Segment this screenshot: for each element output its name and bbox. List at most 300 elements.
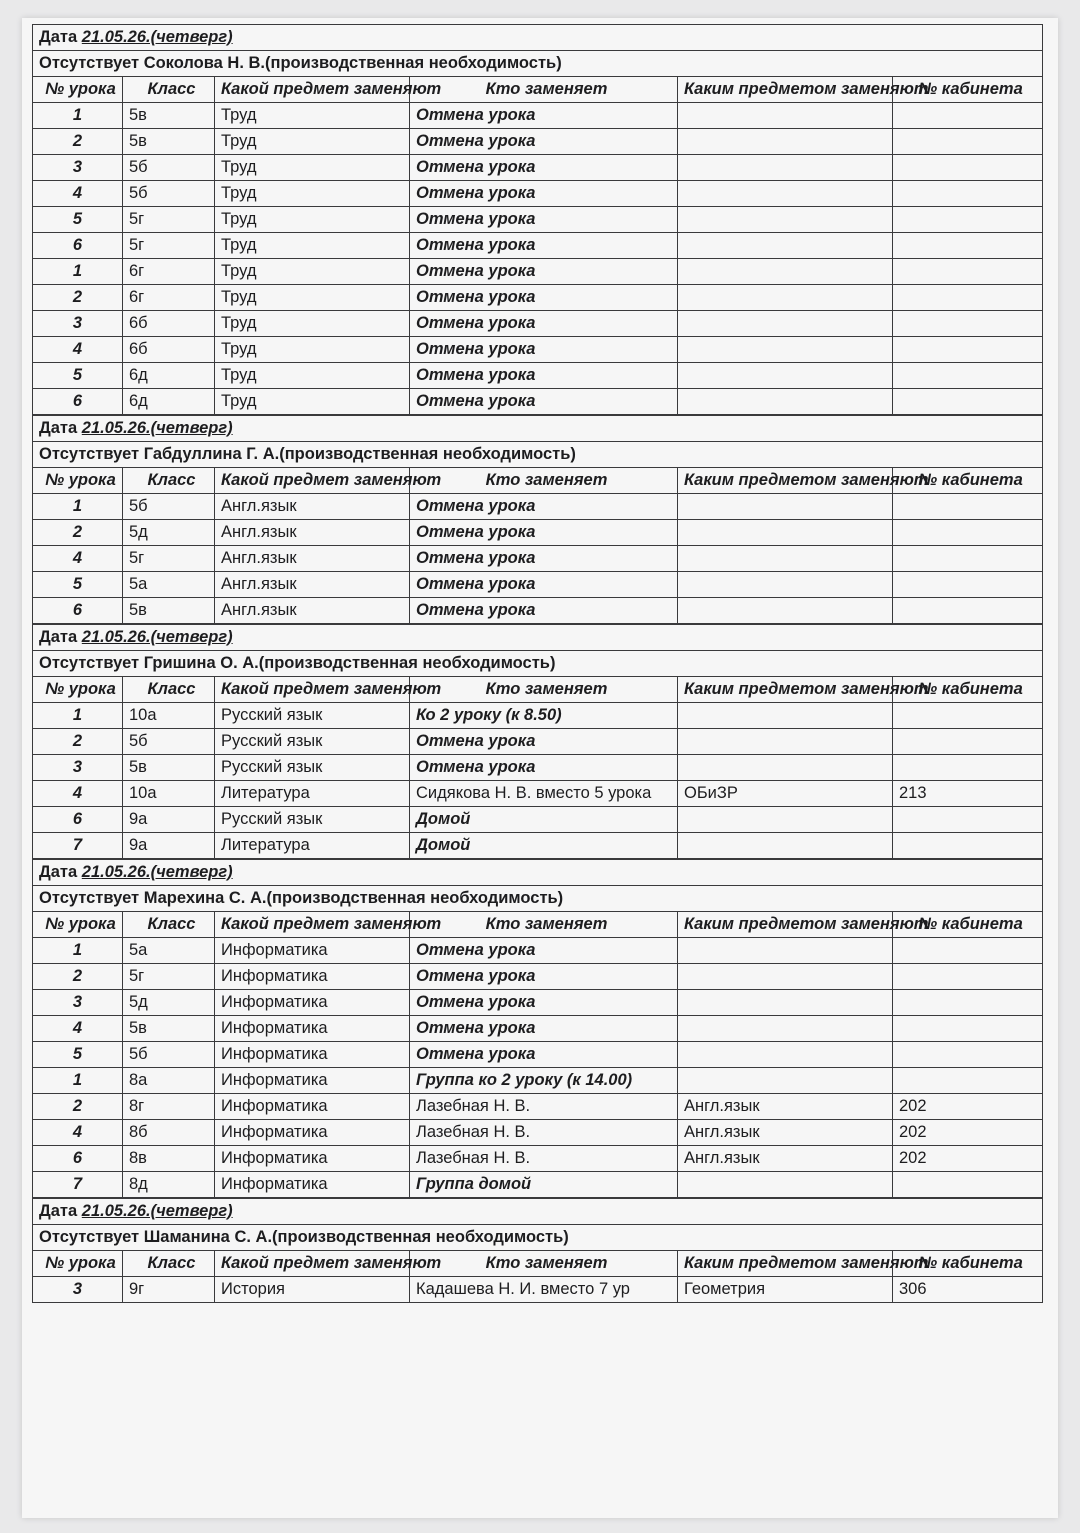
room-number bbox=[893, 285, 1043, 311]
room-number bbox=[893, 1042, 1043, 1068]
table-row bbox=[33, 285, 1043, 311]
date-cell bbox=[33, 625, 1043, 651]
class-name: 5г bbox=[123, 964, 215, 990]
class-name: 5г bbox=[123, 546, 215, 572]
table-row bbox=[33, 1146, 1043, 1172]
lesson-number: 7 bbox=[33, 833, 123, 859]
absent-teacher-row bbox=[33, 1225, 1043, 1251]
absent-teacher: Отсутствует Марехина С. А.(производственная необходимость) bbox=[33, 886, 1043, 912]
replacement-subject bbox=[678, 964, 893, 990]
class-name: 5в bbox=[123, 129, 215, 155]
date-row bbox=[33, 860, 1043, 886]
who-replaces: Ко 2 уроку (к 8.50) bbox=[410, 703, 678, 729]
who-replaces: Отмена урока bbox=[410, 181, 678, 207]
lesson-number: 4 bbox=[33, 1120, 123, 1146]
class-name: 5д bbox=[123, 520, 215, 546]
table-row bbox=[33, 494, 1043, 520]
table-row bbox=[33, 1094, 1043, 1120]
section-table bbox=[32, 1198, 1043, 1303]
table-row bbox=[33, 1120, 1043, 1146]
replacement-subject bbox=[678, 1068, 893, 1094]
header-lesson-no: № урока bbox=[33, 468, 123, 494]
subject-replaced: Труд bbox=[215, 103, 410, 129]
subject-replaced: Англ.язык bbox=[215, 572, 410, 598]
room-number bbox=[893, 807, 1043, 833]
replacement-subject bbox=[678, 755, 893, 781]
lesson-number: 5 bbox=[33, 572, 123, 598]
room-number bbox=[893, 259, 1043, 285]
who-replaces: Отмена урока bbox=[410, 155, 678, 181]
class-name: 5г bbox=[123, 207, 215, 233]
date-label: Дата bbox=[39, 28, 78, 46]
subject-replaced: Труд bbox=[215, 155, 410, 181]
table-row bbox=[33, 389, 1043, 415]
subject-replaced: Информатика bbox=[215, 964, 410, 990]
subject-replaced: Труд bbox=[215, 285, 410, 311]
paper-sheet bbox=[22, 18, 1058, 1518]
replacement-subject bbox=[678, 598, 893, 624]
absent-teacher: Отсутствует Шаманина С. А.(производственная необходимость) bbox=[33, 1225, 1043, 1251]
class-name: 8б bbox=[123, 1120, 215, 1146]
date-label: Дата bbox=[39, 419, 78, 437]
date-cell bbox=[33, 860, 1043, 886]
table-row bbox=[33, 964, 1043, 990]
who-replaces: Отмена урока bbox=[410, 363, 678, 389]
date-row bbox=[33, 25, 1043, 51]
section-table bbox=[32, 624, 1043, 859]
header-who-replaces: Кто заменяет bbox=[410, 77, 678, 103]
room-number bbox=[893, 964, 1043, 990]
class-name: 9а bbox=[123, 833, 215, 859]
replacement-subject bbox=[678, 337, 893, 363]
lesson-number: 4 bbox=[33, 546, 123, 572]
lesson-number: 6 bbox=[33, 1146, 123, 1172]
room-number bbox=[893, 1068, 1043, 1094]
replacement-subject bbox=[678, 833, 893, 859]
replacement-subject bbox=[678, 546, 893, 572]
lesson-number: 4 bbox=[33, 781, 123, 807]
subject-replaced: Информатика bbox=[215, 990, 410, 1016]
lesson-number: 2 bbox=[33, 520, 123, 546]
header-replacement-subject: Каким предметом заменяют bbox=[678, 468, 893, 494]
room-number: 202 bbox=[893, 1094, 1043, 1120]
replacement-subject bbox=[678, 311, 893, 337]
header-who-replaces: Кто заменяет bbox=[410, 677, 678, 703]
class-name: 8г bbox=[123, 1094, 215, 1120]
replacement-subject bbox=[678, 129, 893, 155]
replacement-subject bbox=[678, 729, 893, 755]
date-value: 21.05.26.(четверг) bbox=[81, 1202, 233, 1220]
replacement-subject bbox=[678, 1016, 893, 1042]
room-number bbox=[893, 729, 1043, 755]
who-replaces: Отмена урока bbox=[410, 938, 678, 964]
who-replaces: Отмена урока bbox=[410, 1042, 678, 1068]
room-number bbox=[893, 103, 1043, 129]
room-number bbox=[893, 1016, 1043, 1042]
subject-replaced: Труд bbox=[215, 233, 410, 259]
replacement-subject bbox=[678, 155, 893, 181]
room-number bbox=[893, 181, 1043, 207]
subject-replaced: Информатика bbox=[215, 1172, 410, 1198]
who-replaces: Отмена урока bbox=[410, 1016, 678, 1042]
who-replaces: Домой bbox=[410, 807, 678, 833]
room-number bbox=[893, 155, 1043, 181]
subject-replaced: Информатика bbox=[215, 938, 410, 964]
who-replaces: Отмена урока bbox=[410, 755, 678, 781]
who-replaces: Группа ко 2 уроку (к 14.00) bbox=[410, 1068, 678, 1094]
header-row bbox=[33, 77, 1043, 103]
subject-replaced: Информатика bbox=[215, 1068, 410, 1094]
room-number: 202 bbox=[893, 1146, 1043, 1172]
date-value: 21.05.26.(четверг) bbox=[81, 863, 233, 881]
replacement-subject bbox=[678, 285, 893, 311]
absent-teacher: Отсутствует Соколова Н. В.(производственная необходимость) bbox=[33, 51, 1043, 77]
class-name: 10а bbox=[123, 781, 215, 807]
table-row bbox=[33, 1042, 1043, 1068]
header-row bbox=[33, 1251, 1043, 1277]
table-row bbox=[33, 207, 1043, 233]
header-replacement-subject: Каким предметом заменяют bbox=[678, 677, 893, 703]
replacement-subject bbox=[678, 1172, 893, 1198]
table-row bbox=[33, 155, 1043, 181]
header-room: № кабинета bbox=[893, 677, 1043, 703]
header-subject-replaced: Какой предмет заменяют bbox=[215, 677, 410, 703]
lesson-number: 3 bbox=[33, 990, 123, 1016]
replacement-subject: ОБиЗР bbox=[678, 781, 893, 807]
header-room: № кабинета bbox=[893, 1251, 1043, 1277]
header-row bbox=[33, 912, 1043, 938]
lesson-number: 2 bbox=[33, 1094, 123, 1120]
lesson-number: 5 bbox=[33, 1042, 123, 1068]
class-name: 8в bbox=[123, 1146, 215, 1172]
replacement-subject: Англ.язык bbox=[678, 1146, 893, 1172]
class-name: 5а bbox=[123, 938, 215, 964]
date-row bbox=[33, 1199, 1043, 1225]
subject-replaced: Русский язык bbox=[215, 729, 410, 755]
header-class: Класс bbox=[123, 468, 215, 494]
class-name: 5б bbox=[123, 1042, 215, 1068]
replacement-subject bbox=[678, 103, 893, 129]
lesson-number: 3 bbox=[33, 755, 123, 781]
replacement-subject: Геометрия bbox=[678, 1277, 893, 1303]
subject-replaced: Русский язык bbox=[215, 807, 410, 833]
subject-replaced: Информатика bbox=[215, 1094, 410, 1120]
header-lesson-no: № урока bbox=[33, 77, 123, 103]
lesson-number: 1 bbox=[33, 103, 123, 129]
class-name: 6г bbox=[123, 259, 215, 285]
subject-replaced: Труд bbox=[215, 363, 410, 389]
lesson-number: 4 bbox=[33, 181, 123, 207]
class-name: 5в bbox=[123, 755, 215, 781]
who-replaces: Отмена урока bbox=[410, 964, 678, 990]
lesson-number: 6 bbox=[33, 389, 123, 415]
replacement-subject: Англ.язык bbox=[678, 1094, 893, 1120]
table-row bbox=[33, 520, 1043, 546]
table-row bbox=[33, 598, 1043, 624]
replacement-subject bbox=[678, 703, 893, 729]
class-name: 5в bbox=[123, 1016, 215, 1042]
subject-replaced: Труд bbox=[215, 207, 410, 233]
who-replaces: Отмена урока bbox=[410, 259, 678, 285]
who-replaces: Отмена урока bbox=[410, 207, 678, 233]
table-row bbox=[33, 572, 1043, 598]
subject-replaced: Англ.язык bbox=[215, 546, 410, 572]
room-number bbox=[893, 703, 1043, 729]
room-number bbox=[893, 129, 1043, 155]
subject-replaced: Англ.язык bbox=[215, 520, 410, 546]
header-replacement-subject: Каким предметом заменяют bbox=[678, 77, 893, 103]
lesson-number: 6 bbox=[33, 233, 123, 259]
replacement-subject bbox=[678, 938, 893, 964]
absent-teacher: Отсутствует Гришина О. А.(производственная необходимость) bbox=[33, 651, 1043, 677]
room-number bbox=[893, 572, 1043, 598]
table-row bbox=[33, 233, 1043, 259]
subject-replaced: Труд bbox=[215, 337, 410, 363]
room-number bbox=[893, 990, 1043, 1016]
replacement-subject bbox=[678, 181, 893, 207]
lesson-number: 1 bbox=[33, 703, 123, 729]
who-replaces: Отмена урока bbox=[410, 103, 678, 129]
replacement-subject bbox=[678, 233, 893, 259]
subject-replaced: Труд bbox=[215, 259, 410, 285]
room-number bbox=[893, 233, 1043, 259]
who-replaces: Домой bbox=[410, 833, 678, 859]
table-row bbox=[33, 1068, 1043, 1094]
who-replaces: Лазебная Н. В. bbox=[410, 1094, 678, 1120]
lesson-number: 1 bbox=[33, 259, 123, 285]
table-row bbox=[33, 807, 1043, 833]
header-who-replaces: Кто заменяет bbox=[410, 912, 678, 938]
class-name: 5в bbox=[123, 103, 215, 129]
table-row bbox=[33, 546, 1043, 572]
header-class: Класс bbox=[123, 77, 215, 103]
header-who-replaces: Кто заменяет bbox=[410, 1251, 678, 1277]
class-name: 6д bbox=[123, 363, 215, 389]
subject-replaced: Информатика bbox=[215, 1042, 410, 1068]
room-number bbox=[893, 337, 1043, 363]
who-replaces: Отмена урока bbox=[410, 990, 678, 1016]
lesson-number: 2 bbox=[33, 129, 123, 155]
header-subject-replaced: Какой предмет заменяют bbox=[215, 1251, 410, 1277]
replacement-subject bbox=[678, 363, 893, 389]
who-replaces: Лазебная Н. В. bbox=[410, 1120, 678, 1146]
date-cell bbox=[33, 416, 1043, 442]
table-row bbox=[33, 1277, 1043, 1303]
subject-replaced: Труд bbox=[215, 311, 410, 337]
who-replaces: Сидякова Н. В. вместо 5 урока bbox=[410, 781, 678, 807]
lesson-number: 1 bbox=[33, 1068, 123, 1094]
who-replaces: Лазебная Н. В. bbox=[410, 1146, 678, 1172]
subject-replaced: Информатика bbox=[215, 1120, 410, 1146]
header-class: Класс bbox=[123, 912, 215, 938]
room-number bbox=[893, 494, 1043, 520]
who-replaces: Отмена урока bbox=[410, 129, 678, 155]
absent-teacher-row bbox=[33, 651, 1043, 677]
room-number bbox=[893, 207, 1043, 233]
replacement-subject bbox=[678, 520, 893, 546]
header-class: Класс bbox=[123, 677, 215, 703]
room-number bbox=[893, 520, 1043, 546]
replacement-subject bbox=[678, 207, 893, 233]
header-replacement-subject: Каким предметом заменяют bbox=[678, 912, 893, 938]
room-number bbox=[893, 938, 1043, 964]
header-subject-replaced: Какой предмет заменяют bbox=[215, 77, 410, 103]
lesson-number: 6 bbox=[33, 598, 123, 624]
class-name: 8а bbox=[123, 1068, 215, 1094]
absent-teacher: Отсутствует Габдуллина Г. А.(производственная необходимость) bbox=[33, 442, 1043, 468]
room-number: 213 bbox=[893, 781, 1043, 807]
date-label: Дата bbox=[39, 863, 78, 881]
room-number bbox=[893, 598, 1043, 624]
header-lesson-no: № урока bbox=[33, 912, 123, 938]
table-row bbox=[33, 729, 1043, 755]
table-row bbox=[33, 103, 1043, 129]
class-name: 5б bbox=[123, 729, 215, 755]
subject-replaced: История bbox=[215, 1277, 410, 1303]
absent-teacher-row bbox=[33, 886, 1043, 912]
table-row bbox=[33, 938, 1043, 964]
room-number bbox=[893, 363, 1043, 389]
date-cell bbox=[33, 25, 1043, 51]
table-row bbox=[33, 1172, 1043, 1198]
replacement-subject bbox=[678, 259, 893, 285]
header-subject-replaced: Какой предмет заменяют bbox=[215, 912, 410, 938]
date-label: Дата bbox=[39, 1202, 78, 1220]
class-name: 9а bbox=[123, 807, 215, 833]
class-name: 5а bbox=[123, 572, 215, 598]
replacement-subject: Англ.язык bbox=[678, 1120, 893, 1146]
room-number bbox=[893, 311, 1043, 337]
header-replacement-subject: Каким предметом заменяют bbox=[678, 1251, 893, 1277]
table-row bbox=[33, 833, 1043, 859]
class-name: 6г bbox=[123, 285, 215, 311]
replacement-subject bbox=[678, 807, 893, 833]
room-number: 202 bbox=[893, 1120, 1043, 1146]
table-row bbox=[33, 337, 1043, 363]
date-value: 21.05.26.(четверг) bbox=[81, 628, 233, 646]
subject-replaced: Труд bbox=[215, 181, 410, 207]
replacement-subject bbox=[678, 494, 893, 520]
lesson-number: 4 bbox=[33, 337, 123, 363]
date-label: Дата bbox=[39, 628, 78, 646]
header-room: № кабинета bbox=[893, 468, 1043, 494]
class-name: 6б bbox=[123, 311, 215, 337]
class-name: 9г bbox=[123, 1277, 215, 1303]
replacement-subject bbox=[678, 1042, 893, 1068]
room-number bbox=[893, 546, 1043, 572]
substitution-schedule bbox=[32, 24, 1042, 1303]
room-number: 306 bbox=[893, 1277, 1043, 1303]
who-replaces: Отмена урока bbox=[410, 494, 678, 520]
who-replaces: Группа домой bbox=[410, 1172, 678, 1198]
subject-replaced: Русский язык bbox=[215, 755, 410, 781]
lesson-number: 2 bbox=[33, 729, 123, 755]
date-cell bbox=[33, 1199, 1043, 1225]
who-replaces: Отмена урока bbox=[410, 337, 678, 363]
subject-replaced: Литература bbox=[215, 833, 410, 859]
date-value: 21.05.26.(четверг) bbox=[81, 419, 233, 437]
class-name: 5б bbox=[123, 494, 215, 520]
who-replaces: Отмена урока bbox=[410, 233, 678, 259]
table-row bbox=[33, 259, 1043, 285]
lesson-number: 6 bbox=[33, 807, 123, 833]
table-row bbox=[33, 990, 1043, 1016]
absent-teacher-row bbox=[33, 442, 1043, 468]
lesson-number: 7 bbox=[33, 1172, 123, 1198]
subject-replaced: Литература bbox=[215, 781, 410, 807]
lesson-number: 3 bbox=[33, 155, 123, 181]
header-who-replaces: Кто заменяет bbox=[410, 468, 678, 494]
header-row bbox=[33, 677, 1043, 703]
class-name: 6б bbox=[123, 337, 215, 363]
table-row bbox=[33, 755, 1043, 781]
who-replaces: Кадашева Н. И. вместо 7 ур bbox=[410, 1277, 678, 1303]
who-replaces: Отмена урока bbox=[410, 520, 678, 546]
room-number bbox=[893, 833, 1043, 859]
table-row bbox=[33, 311, 1043, 337]
who-replaces: Отмена урока bbox=[410, 729, 678, 755]
class-name: 5б bbox=[123, 155, 215, 181]
lesson-number: 1 bbox=[33, 938, 123, 964]
lesson-number: 5 bbox=[33, 207, 123, 233]
lesson-number: 3 bbox=[33, 311, 123, 337]
who-replaces: Отмена урока bbox=[410, 572, 678, 598]
who-replaces: Отмена урока bbox=[410, 598, 678, 624]
subject-replaced: Информатика bbox=[215, 1016, 410, 1042]
table-row bbox=[33, 703, 1043, 729]
date-row bbox=[33, 416, 1043, 442]
lesson-number: 4 bbox=[33, 1016, 123, 1042]
replacement-subject bbox=[678, 572, 893, 598]
subject-replaced: Англ.язык bbox=[215, 598, 410, 624]
subject-replaced: Информатика bbox=[215, 1146, 410, 1172]
class-name: 5д bbox=[123, 990, 215, 1016]
class-name: 5б bbox=[123, 181, 215, 207]
class-name: 5г bbox=[123, 233, 215, 259]
class-name: 10а bbox=[123, 703, 215, 729]
absent-teacher-row bbox=[33, 51, 1043, 77]
room-number bbox=[893, 389, 1043, 415]
lesson-number: 2 bbox=[33, 964, 123, 990]
header-class: Класс bbox=[123, 1251, 215, 1277]
lesson-number: 2 bbox=[33, 285, 123, 311]
header-row bbox=[33, 468, 1043, 494]
date-value: 21.05.26.(четверг) bbox=[81, 28, 233, 46]
class-name: 6д bbox=[123, 389, 215, 415]
who-replaces: Отмена урока bbox=[410, 389, 678, 415]
subject-replaced: Труд bbox=[215, 129, 410, 155]
header-room: № кабинета bbox=[893, 912, 1043, 938]
table-row bbox=[33, 781, 1043, 807]
replacement-subject bbox=[678, 990, 893, 1016]
room-number bbox=[893, 755, 1043, 781]
who-replaces: Отмена урока bbox=[410, 311, 678, 337]
lesson-number: 1 bbox=[33, 494, 123, 520]
replacement-subject bbox=[678, 389, 893, 415]
subject-replaced: Труд bbox=[215, 389, 410, 415]
who-replaces: Отмена урока bbox=[410, 546, 678, 572]
lesson-number: 5 bbox=[33, 363, 123, 389]
section-table bbox=[32, 859, 1043, 1198]
header-lesson-no: № урока bbox=[33, 677, 123, 703]
class-name: 8д bbox=[123, 1172, 215, 1198]
table-row bbox=[33, 129, 1043, 155]
date-row bbox=[33, 625, 1043, 651]
subject-replaced: Англ.язык bbox=[215, 494, 410, 520]
table-row bbox=[33, 363, 1043, 389]
lesson-number: 3 bbox=[33, 1277, 123, 1303]
table-row bbox=[33, 1016, 1043, 1042]
